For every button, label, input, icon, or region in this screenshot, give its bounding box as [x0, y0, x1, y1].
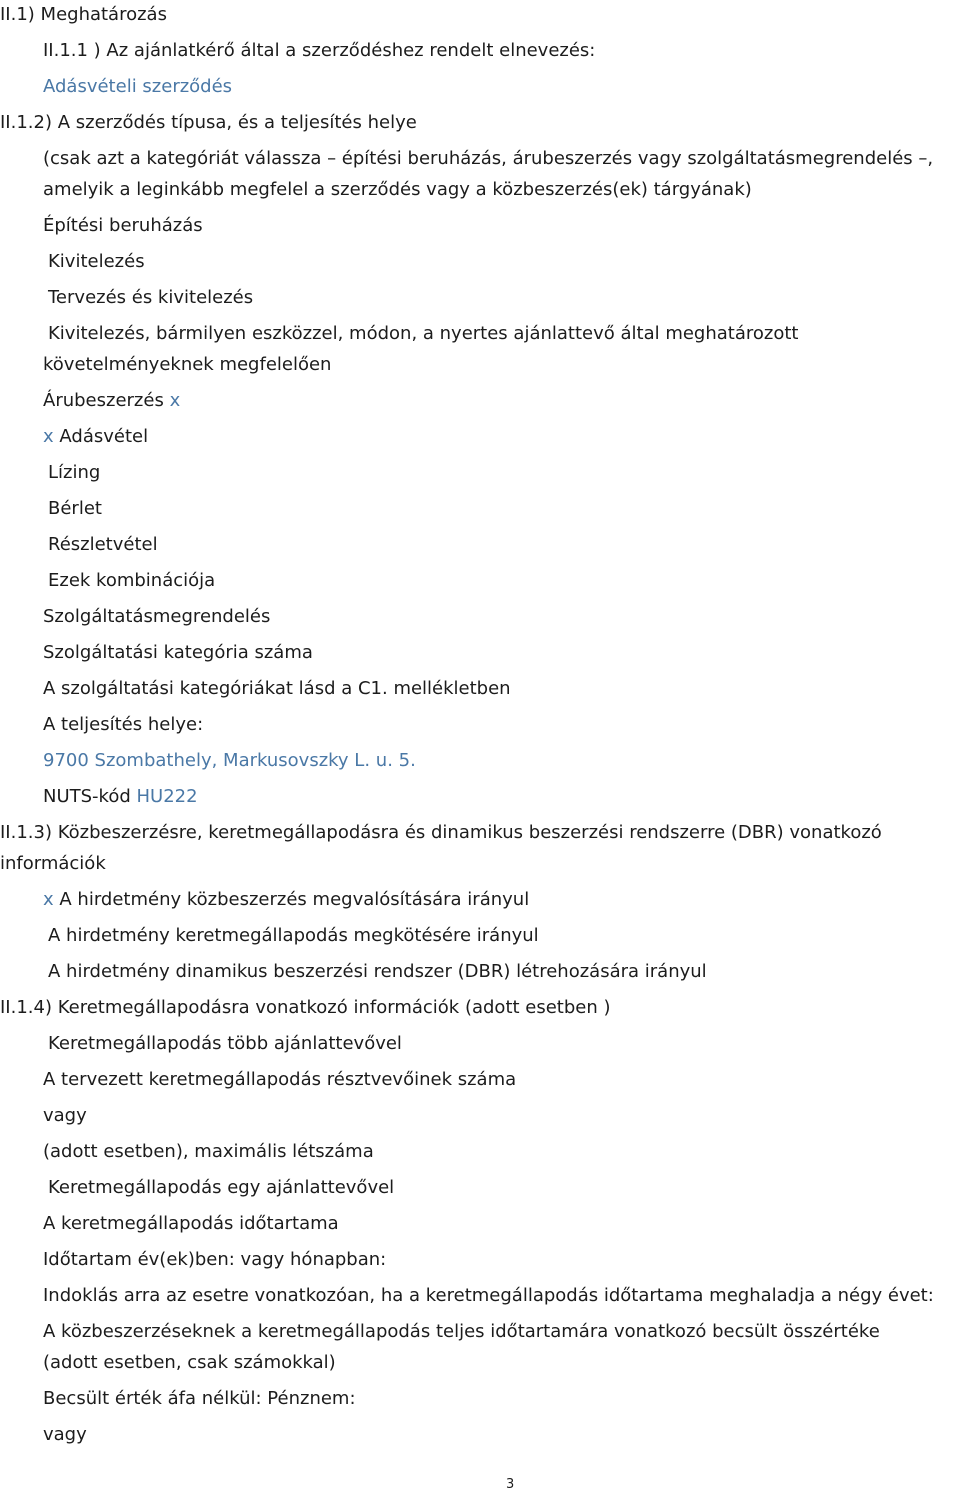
- supplies-option-row: [43, 425, 148, 449]
- works-option: Kivitelezés: [48, 251, 145, 272]
- s113-label-cont: információk: [0, 853, 106, 874]
- selected-mark: x: [169, 390, 181, 411]
- supplies-title: Árubeszerzés: [43, 390, 164, 411]
- s114-justification: Indoklás arra az esetre vonatkozóan, ha a keretmegállapodás időtartama meghaladja a négy évet:: [43, 1285, 934, 1306]
- page-number: 3: [506, 1477, 515, 1492]
- s114-label: II.1.4) Keretmegállapodásra vonatkozó információk (adott esetben ): [0, 997, 611, 1018]
- s112-instruction-1: (csak azt a kategóriát válassza – építési beruházás, árubeszerzés vagy szolgáltatásmegrendelés –,: [43, 148, 934, 169]
- selected-mark: x: [43, 426, 54, 447]
- s113-option: A hirdetmény keretmegállapodás megkötésére irányul: [48, 925, 539, 946]
- nuts-label: NUTS-kód: [43, 786, 131, 807]
- works-option: Tervezés és kivitelezés: [48, 287, 254, 308]
- supplies-option: Lízing: [48, 462, 101, 483]
- nuts-row: [43, 785, 198, 809]
- services-category: Szolgáltatási kategória száma: [43, 642, 313, 663]
- services-title: Szolgáltatásmegrendelés: [43, 606, 271, 627]
- supplies-option: Adásvétel: [59, 426, 149, 447]
- s114-total: A közbeszerzéseknek a keretmegállapodás teljes időtartamára vonatkozó becsült összértéke: [43, 1321, 880, 1342]
- s112-label: II.1.2) A szerződés típusa, és a teljesítés helye: [0, 112, 417, 133]
- supplies-title-row: [43, 389, 180, 413]
- s114-or: vagy: [43, 1424, 87, 1445]
- place-label: A teljesítés helye:: [43, 714, 204, 735]
- s113-option: A hirdetmény dinamikus beszerzési rendszer (DBR) létrehozására irányul: [48, 961, 707, 982]
- s114-total-cont: (adott esetben, csak számokkal): [43, 1352, 336, 1373]
- nuts-value: HU222: [136, 786, 198, 807]
- supplies-option: Ezek kombinációja: [48, 570, 216, 591]
- s113-label: II.1.3) Közbeszerzésre, keretmegállapodásra és dinamikus beszerzési rendszerre (DBR) vonatkozó: [0, 822, 882, 843]
- s111-label: II.1.1 ) Az ajánlatkérő által a szerződéshez rendelt elnevezés:: [43, 40, 596, 61]
- s114-participants: A tervezett keretmegállapodás résztvevőinek száma: [43, 1069, 517, 1090]
- works-option: Kivitelezés, bármilyen eszközzel, módon, a nyertes ajánlattevő által meghatározott: [48, 323, 799, 344]
- s114-duration: A keretmegállapodás időtartama: [43, 1213, 339, 1234]
- s114-single: Keretmegállapodás egy ajánlattevővel: [48, 1177, 395, 1198]
- works-title: Építési beruházás: [43, 215, 203, 236]
- s113-option-row: [43, 888, 529, 912]
- supplies-option: Részletvétel: [48, 534, 158, 555]
- supplies-option: Bérlet: [48, 498, 102, 519]
- services-note: A szolgáltatási kategóriákat lásd a C1. mellékletben: [43, 678, 511, 699]
- s114-duration-units: Időtartam év(ek)ben: vagy hónapban:: [43, 1249, 387, 1270]
- works-option-cont: követelményeknek megfelelően: [43, 354, 332, 375]
- s114-or: vagy: [43, 1105, 87, 1126]
- s112-instruction-2: amelyik a leginkább megfelel a szerződés vagy a közbeszerzés(ek) tárgyának): [43, 179, 752, 200]
- s114-max: (adott esetben), maximális létszáma: [43, 1141, 374, 1162]
- s114-multi: Keretmegállapodás több ajánlattevővel: [48, 1033, 402, 1054]
- selected-mark: x: [43, 889, 54, 910]
- place-value: 9700 Szombathely, Markusovszky L. u. 5.: [43, 750, 416, 771]
- s113-option: A hirdetmény közbeszerzés megvalósítására irányul: [59, 889, 530, 910]
- s111-value: Adásvételi szerződés: [43, 76, 233, 97]
- s114-value-label: Becsült érték áfa nélkül: Pénznem:: [43, 1388, 356, 1409]
- section-heading: II.1) Meghatározás: [0, 4, 167, 25]
